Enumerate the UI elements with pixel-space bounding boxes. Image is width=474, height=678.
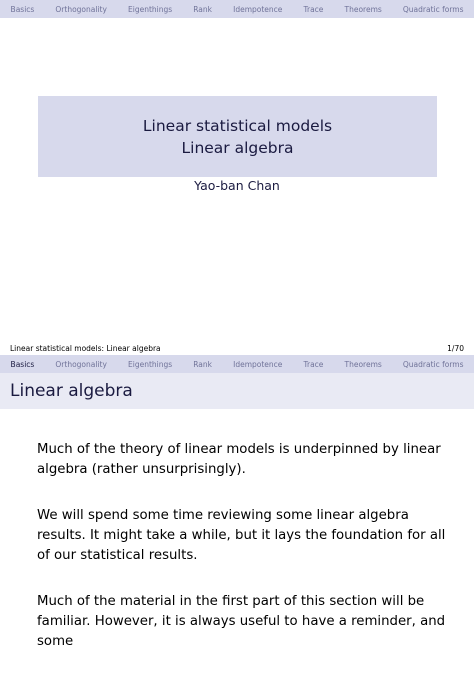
nav-tab-quadratic-forms[interactable]: Quadratic forms — [402, 4, 464, 14]
nav-tab-quadratic-forms[interactable]: Quadratic forms — [402, 359, 464, 369]
presentation-title: Linear statistical models — [142, 116, 333, 135]
body-paragraph: Much of the material in the first part of this section will be familiar. However, it is always useful to have a reminder, and some — [37, 594, 446, 649]
nav-tab-basics[interactable]: Basics — [10, 359, 35, 369]
slide-body — [37, 440, 457, 678]
nav-tab-theorems[interactable]: Theorems — [344, 359, 382, 369]
nav-tab-trace[interactable]: Trace — [303, 359, 324, 369]
nav-tab-orthogonality[interactable]: Orthogonality — [55, 4, 107, 14]
frame-title-bar — [0, 373, 474, 409]
nav-tab-trace[interactable]: Trace — [303, 4, 324, 14]
body-paragraph: Much of the theory of linear models is underpinned by linear algebra (rather unsurprisingly). — [37, 442, 441, 477]
page-number: 1/70 — [447, 344, 464, 353]
nav-tab-idempotence[interactable]: Idempotence — [233, 359, 283, 369]
author-name: Yao-ban Chan — [194, 178, 280, 193]
section-nav-bar — [0, 0, 474, 18]
slide-footer — [0, 340, 474, 355]
nav-tab-eigenthings[interactable]: Eigenthings — [128, 4, 173, 14]
body-paragraph: We will spend some time reviewing some linear algebra results. It might take a while, but it lays the foundation for all of our statistical results. — [37, 508, 446, 563]
frame-title: Linear algebra — [10, 381, 133, 401]
nav-tab-basics[interactable]: Basics — [10, 4, 35, 14]
presentation-subtitle: Linear algebra — [181, 138, 294, 157]
footer-title: Linear statistical models: Linear algebra — [10, 344, 161, 353]
title-slide — [0, 18, 474, 340]
title-box — [38, 96, 437, 177]
nav-tab-rank[interactable]: Rank — [193, 359, 213, 369]
nav-tab-idempotence[interactable]: Idempotence — [233, 4, 283, 14]
nav-tab-eigenthings[interactable]: Eigenthings — [128, 359, 173, 369]
nav-tab-rank[interactable]: Rank — [193, 4, 213, 14]
nav-tab-orthogonality[interactable]: Orthogonality — [55, 359, 107, 369]
section-nav-bar — [0, 355, 474, 373]
nav-tab-theorems[interactable]: Theorems — [344, 4, 382, 14]
